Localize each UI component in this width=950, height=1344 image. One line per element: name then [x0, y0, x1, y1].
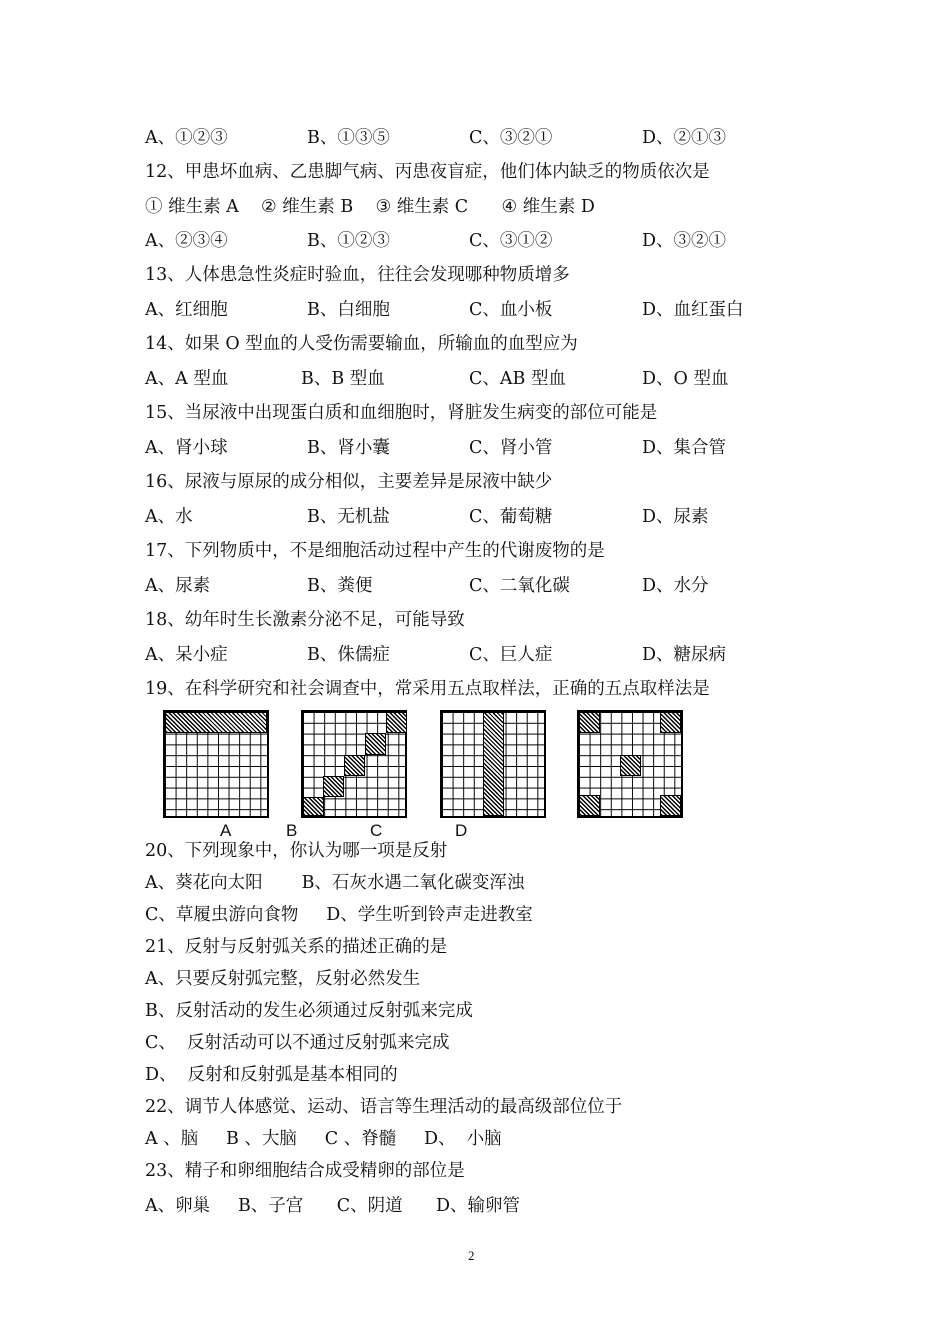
q21-option-d: D、 反射和反射弧是基本相同的: [145, 1065, 398, 1085]
q20-options-ab: A、葵花向太阳 B、石灰水遇二氧化碳变浑浊: [145, 873, 525, 893]
sample-area: [483, 712, 504, 816]
q21-stem: 21、反射与反射弧关系的描述正确的是: [145, 937, 448, 957]
q15-option-b: B、肾小囊: [307, 438, 390, 458]
q14-option-c: C、AB 型血: [469, 369, 566, 389]
q16-option-c: C、葡萄糖: [469, 507, 553, 527]
q12-option-d: D、③②①: [642, 231, 727, 251]
q20-options-cd: C、草履虫游向食物 D、学生听到铃声走进教室: [145, 905, 533, 925]
grid-label-c: C: [370, 821, 383, 840]
q16-stem: 16、尿液与原尿的成分相似，主要差异是尿液中缺少: [145, 472, 553, 492]
sample-area: [660, 712, 681, 733]
sample-area: [344, 755, 365, 776]
sample-area: [660, 795, 681, 816]
q15-option-c: C、肾小管: [469, 438, 553, 458]
page-number: 2: [468, 1248, 475, 1263]
q13-stem: 13、人体患急性炎症时验血，往往会发现哪种物质增多: [145, 265, 570, 285]
q16-option-a: A、水: [145, 507, 193, 527]
sample-area: [579, 795, 600, 816]
q18-option-a: A、呆小症: [145, 645, 228, 665]
q12-option-c: C、③①②: [469, 231, 553, 251]
q14-stem: 14、如果 O 型血的人受伤需要输血，所输血的血型应为: [145, 334, 578, 354]
q16-option-d: D、尿素: [642, 507, 709, 527]
q18-option-d: D、糖尿病: [642, 645, 727, 665]
q16-option-b: B、无机盐: [307, 507, 390, 527]
q21-option-c: C、 反射活动可以不通过反射弧来完成: [145, 1033, 450, 1053]
q11-option-a: A、①②③: [145, 128, 228, 148]
sample-area: [323, 776, 344, 797]
q17-option-b: B、粪便: [307, 576, 373, 596]
q15-option-a: A、肾小球: [145, 438, 228, 458]
q18-option-b: B、侏儒症: [307, 645, 390, 665]
q15-stem: 15、当尿液中出现蛋白质和血细胞时，肾脏发生病变的部位可能是: [145, 403, 658, 423]
q17-option-d: D、水分: [642, 576, 709, 596]
sample-area: [579, 712, 600, 733]
grid-label-a: A: [220, 821, 232, 840]
q14-option-b: B、B 型血: [301, 369, 385, 389]
q22-options: A 、脑 B 、大脑 C 、脊髓 D、 小脑: [145, 1129, 502, 1149]
grid-label-d: D: [455, 821, 468, 840]
sample-area: [386, 712, 407, 733]
q17-option-a: A、尿素: [145, 576, 211, 596]
q15-option-d: D、集合管: [642, 438, 727, 458]
sampling-grid-a: [163, 710, 269, 818]
q13-option-b: B、白细胞: [307, 300, 390, 320]
q21-option-b: B、反射活动的发生必须通过反射弧来完成: [145, 1001, 473, 1021]
q18-option-c: C、巨人症: [469, 645, 553, 665]
q20-stem: 20、下列现象中，你认为哪一项是反射: [145, 841, 448, 861]
sampling-grid-d: [577, 710, 683, 818]
grid-label-b: B: [286, 821, 298, 840]
q12-items: ① 维生素 A ② 维生素 B ③ 维生素 C ④ 维生素 D: [145, 197, 595, 217]
sample-area: [303, 797, 324, 816]
q13-option-c: C、血小板: [469, 300, 553, 320]
q13-option-d: D、血红蛋白: [642, 300, 744, 320]
q19-stem: 19、在科学研究和社会调查中，常采用五点取样法，正确的五点取样法是: [145, 679, 710, 699]
q23-stem: 23、精子和卵细胞结合成受精卵的部位是: [145, 1161, 465, 1181]
sample-area: [620, 755, 641, 776]
q12-option-b: B、①②③: [307, 231, 390, 251]
q11-option-d: D、②①③: [642, 128, 727, 148]
q11-option-c: C、③②①: [469, 128, 553, 148]
q17-stem: 17、下列物质中，不是细胞活动过程中产生的代谢废物的是: [145, 541, 605, 561]
q21-option-a: A、只要反射弧完整，反射必然发生: [145, 969, 421, 989]
sample-area: [165, 712, 267, 733]
q11-option-b: B、①③⑤: [307, 128, 390, 148]
q12-option-a: A、②③④: [145, 231, 228, 251]
q13-option-a: A、红细胞: [145, 300, 228, 320]
sample-area: [365, 733, 386, 755]
q18-stem: 18、幼年时生长激素分泌不足，可能导致: [145, 610, 465, 630]
q22-stem: 22、调节人体感觉、运动、语言等生理活动的最高级部位位于: [145, 1097, 623, 1117]
q17-option-c: C、二氧化碳: [469, 576, 570, 596]
sampling-grid-c: [440, 710, 546, 818]
q14-option-d: D、O 型血: [642, 369, 729, 389]
q12-stem: 12、甲患坏血病、乙患脚气病、丙患夜盲症，他们体内缺乏的物质依次是: [145, 162, 710, 182]
q14-option-a: A、A 型血: [145, 369, 229, 389]
q23-options: A、卵巢 B、子宫 C、阴道 D、输卵管: [145, 1196, 520, 1216]
sampling-grid-b: [301, 710, 407, 818]
